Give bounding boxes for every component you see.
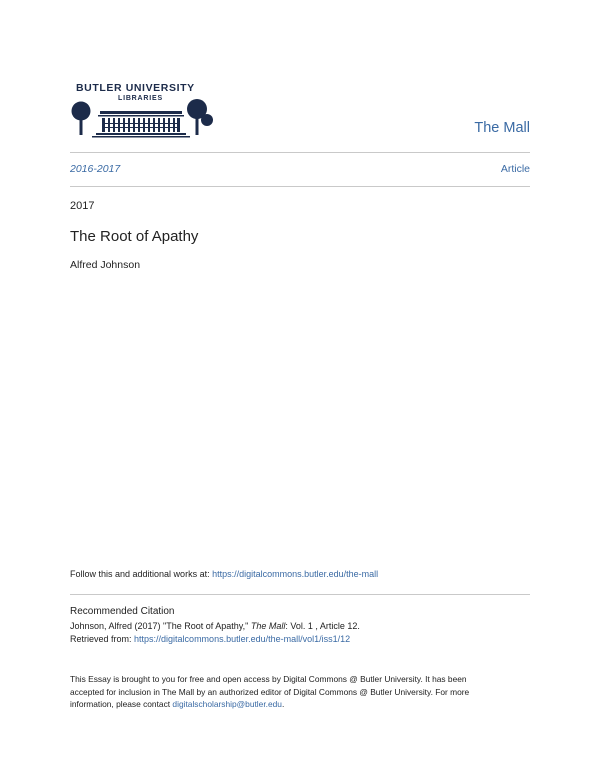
citation-journal: The Mall: [250, 621, 286, 631]
follow-line: [70, 569, 378, 579]
notice-end: .: [281, 699, 285, 709]
item-type-label: Article: [500, 163, 530, 175]
recommended-citation-heading: Recommended Citation: [70, 606, 175, 617]
citation-authors-year: Johnson, Alfred (2017) "The Root of Apathy,": [70, 621, 251, 631]
follow-text: Follow this and additional works at:: [70, 569, 213, 579]
citation-volume-article: : Vol. 1 , Article 12.: [285, 621, 360, 631]
citation-line-1: [70, 620, 360, 633]
access-notice: [70, 673, 500, 711]
logo-text-university: BUTLER UNIVERSITY: [76, 82, 195, 94]
notice-text: This Essay is brought to you for free and open access by Digital Commons @ Butler University. It has been accepted for inclusion in The Mall by an authorized editor of Digital Commons @ Butler University. For more information, please contact: [70, 674, 470, 709]
header-divider: [70, 152, 530, 153]
contact-email-link[interactable]: digitalscholarship@butler.edu: [172, 699, 282, 709]
author-name: Alfred Johnson: [70, 259, 141, 271]
citation-retrieved-label: Retrieved from:: [70, 634, 135, 644]
butler-libraries-logo: [68, 82, 216, 140]
citation-url-link[interactable]: https://digitalcommons.butler.edu/the-mall/vol1/iss1/12: [134, 634, 351, 644]
library-building-icon: [68, 96, 216, 142]
follow-url-link[interactable]: https://digitalcommons.butler.edu/the-mall: [212, 569, 379, 579]
citation-line-2: [70, 633, 360, 646]
publication-year: 2017: [70, 200, 95, 212]
meta-divider: [70, 186, 530, 187]
footer-divider: [70, 594, 530, 595]
article-title: The Root of Apathy: [70, 228, 199, 245]
logo-text-libraries: LIBRARIES: [118, 95, 163, 102]
volume-years-link[interactable]: 2016-2017: [70, 163, 121, 175]
citation-block: [70, 620, 360, 646]
publication-title-link[interactable]: The Mall: [474, 120, 530, 136]
